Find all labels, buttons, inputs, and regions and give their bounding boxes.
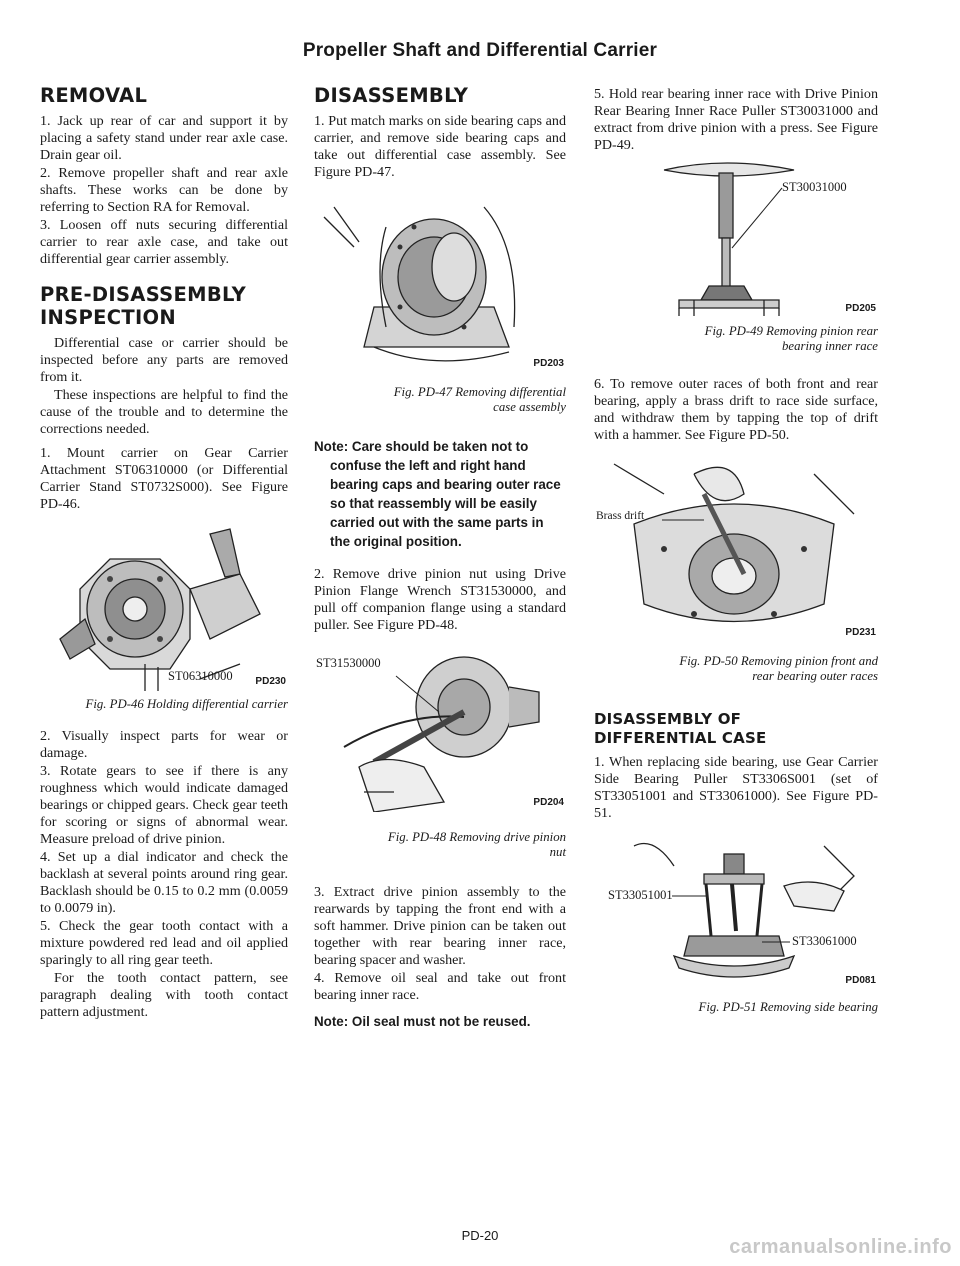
disassembly-step-3: 3. Extract drive pinion assembly to the rearwards by tapping the front end with a soft hammer. Drive pinion can be taken out together with rear bearing inner race, bearing spacer and washer. [314,884,566,968]
figure-pd48 [314,652,566,812]
fig51-id: PD081 [845,975,876,986]
fig51-tool-label-2: ST33061000 [792,934,857,948]
watermark-text: carmanualsonline.info [729,1236,952,1258]
brass-drift-illustration [594,454,878,642]
fig50-caption-line2: rear bearing outer races [752,669,878,683]
pre-disassembly-step-3: 3. Rotate gears to see if there is any roughness which would indicate damaged bearings or chipped gears. Check gear teeth for scoring or signs of abnormal wear. Measure preload of drive pinion. [40,763,288,847]
disassembly-step-1: 1. Put match marks on side bearing caps and carrier, and remove side bearing caps and take out differential case assembly. See Figure PD-47. [314,113,566,180]
fig47-caption-num: Fig. PD-47 [393,385,453,399]
column-middle [314,84,566,1031]
fig50-caption-line1: Removing pinion front and [740,654,878,668]
fig49-tool-label: ST30031000 [782,180,847,194]
differential-carrier-illustration [40,519,288,691]
pre-disassembly-step-4: 4. Set up a dial indicator and check the backlash at several points around ring gear. Backlash should be 0.15 to 0.2 mm (0.0059 to 0.0079 in). [40,849,288,916]
fig48-caption-line2: nut [549,845,566,859]
fig48-tool-label: ST31530000 [316,656,381,670]
removal-step-3: 3. Loosen off nuts securing differential carrier to rear axle case, and take out differential gear carrier assembly. [40,217,288,267]
disassembly-step-6: 6. To remove outer races of both front and rear bearing, apply a brass drift to race side surface, and withdraw them by tapping the top of drift with a hammer. See Figure PD-50. [594,376,878,443]
disassembly-note-1: Note: Care should be taken not to confuse the left and right hand bearing caps and bearing outer race so that reassembly will be easily carried out with the same parts in the original position. [314,439,561,549]
differential-case-removal-illustration [314,187,566,373]
fig46-caption-num: Fig. PD-46 [85,697,144,711]
fig47-caption [314,385,566,415]
figure-pd46 [40,519,288,691]
flange-wrench-illustration [314,652,566,812]
diff-case-step-1: 1. When replacing side bearing, use Gear Carrier Side Bearing Puller ST3306S001 (set of ST33051001 and ST33061000). See Figure PD-51. [594,754,878,821]
fig47-caption-line2: case assembly [493,400,566,414]
figure-pd47 [314,187,566,373]
fig47-caption-line1: Removing differential [455,385,566,399]
pre-disassembly-intro-2: These inspections are helpful to find the cause of the trouble and to determine the corrections needed. [40,387,288,437]
pre-disassembly-step-1: 1. Mount carrier on Gear Carrier Attachment ST06310000 (or Differential Carrier Stand ST0732S000). See Figure PD-46. [40,445,288,512]
fig47-id: PD203 [533,358,564,369]
removal-heading: REMOVAL [40,84,148,107]
side-bearing-puller-illustration [594,836,878,990]
diff-case-heading-line1: DISASSEMBLY OF [594,710,742,728]
fig49-caption-line2: bearing inner race [782,339,878,353]
disassembly-heading: DISASSEMBLY [314,84,469,107]
fig46-id: PD230 [255,676,286,687]
column-left [40,84,288,1022]
fig51-caption-text: Removing side bearing [760,1000,878,1014]
fig48-caption-num: Fig. PD-48 [387,830,447,844]
fig46-caption-text: Holding differential carrier [147,697,288,711]
pre-disassembly-step-2: 2. Visually inspect parts for wear or damage. [40,728,288,761]
fig50-caption [594,654,878,684]
fig49-caption-line1: Removing pinion rear [766,324,878,338]
fig51-caption-num: Fig. PD-51 [698,1000,757,1014]
fig49-caption-num: Fig. PD-49 [704,324,763,338]
disassembly-step-4: 4. Remove oil seal and take out front bearing inner race. [314,970,566,1003]
fig50-id: PD231 [845,627,876,638]
removal-step-2: 2. Remove propeller shaft and rear axle shafts. These works can be done by referring to Section RA for Removal. [40,165,288,215]
figure-pd50 [594,454,878,642]
page-header: Propeller Shaft and Differential Carrier [302,40,658,61]
fig48-id: PD204 [533,797,564,808]
fig51-caption [594,1000,878,1015]
fig46-tool-label: ST06310000 [168,669,233,683]
removal-step-1: 1. Jack up rear of car and support it by placing a safety stand under rear axle case. Drain gear oil. [40,113,288,163]
fig50-tool-label: Brass drift [596,510,645,522]
page-number: PD-20 [461,1228,499,1243]
disassembly-step-5: 5. Hold rear bearing inner race with Drive Pinion Rear Bearing Inner Race Puller ST30031000 and extract from drive pinion with a press. See Figure PD-49. [594,86,878,153]
disassembly-note-2: Note: Oil seal must not be reused. [314,1014,531,1029]
fig46-caption [40,697,288,712]
diff-case-heading-line2: DIFFERENTIAL CASE [594,729,767,747]
fig49-caption [594,324,878,354]
pre-disassembly-heading-line1: PRE-DISASSEMBLY [40,283,247,306]
fig48-caption-line1: Removing drive pinion [449,830,566,844]
figure-pd51 [594,836,878,990]
pre-disassembly-intro-1: Differential case or carrier should be inspected before any parts are removed from it. [40,335,288,385]
fig48-caption [314,830,566,860]
column-right [594,84,878,1015]
tooth-contact-note: For the tooth contact pattern, see paragraph dealing with tooth contact pattern adjustment. [40,970,288,1020]
pre-disassembly-heading-line2: INSPECTION [40,306,176,329]
fig50-caption-num: Fig. PD-50 [679,654,738,668]
diff-case-heading [594,710,878,748]
pre-disassembly-heading [40,283,288,329]
fig51-tool-label-1: ST33051001 [608,888,673,902]
disassembly-step-2: 2. Remove drive pinion nut using Drive Pinion Flange Wrench ST31530000, and pull off companion flange using a standard puller. See Figure PD-48. [314,566,566,633]
pre-disassembly-step-5: 5. Check the gear tooth contact with a mixture powdered red lead and oil applied sparingly to all ring gear teeth. [40,918,288,968]
fig49-id: PD205 [845,303,876,314]
figure-pd49 [594,158,878,318]
